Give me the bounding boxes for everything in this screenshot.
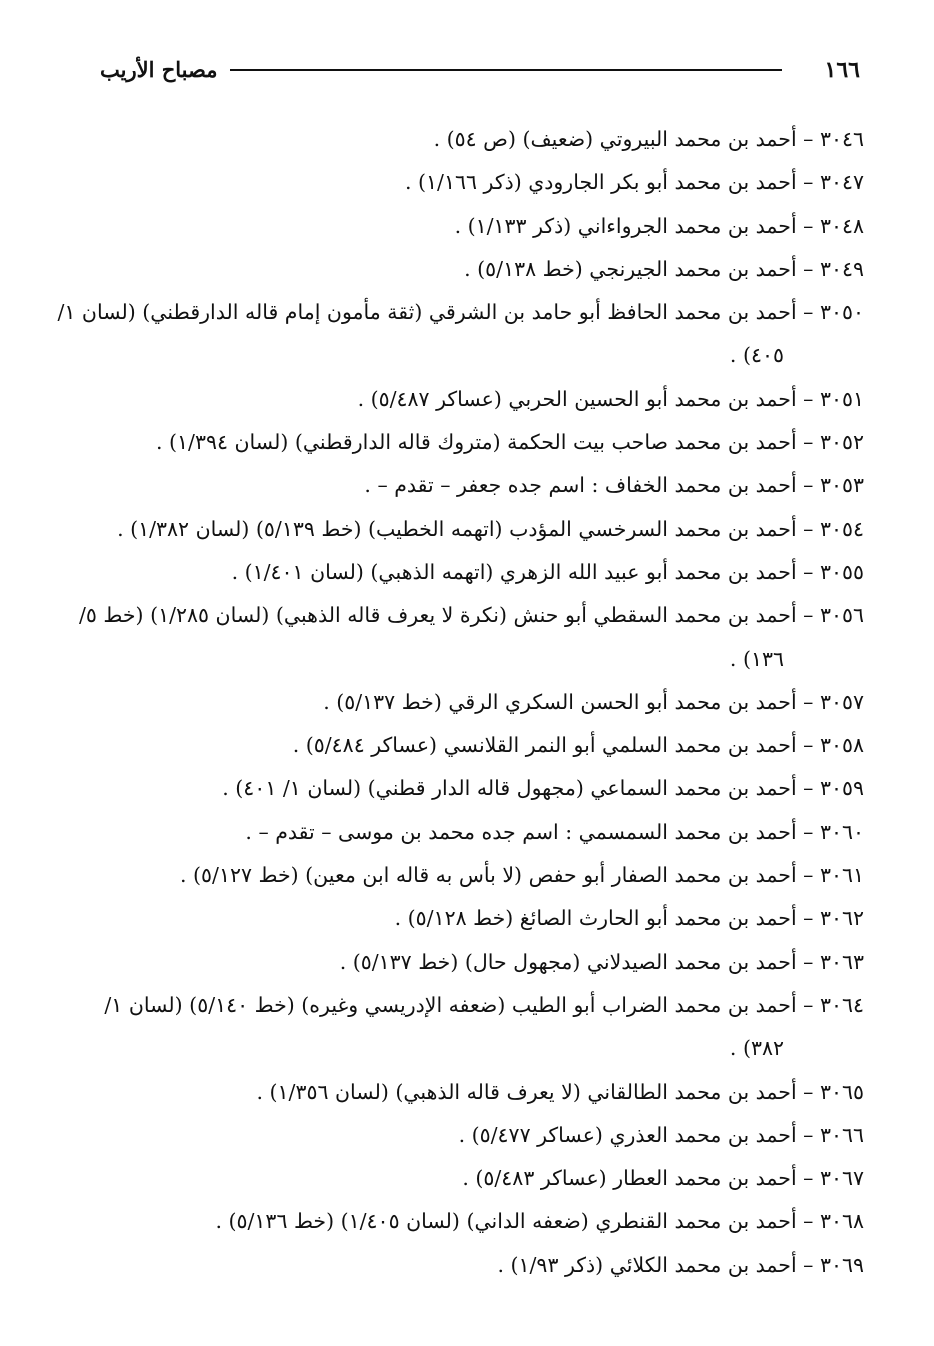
entry-number: ٣٠٤٧ <box>819 170 864 195</box>
entry-text: – أحمد بن محمد البيروتي (ضعيف) (ص ٥٤) . <box>433 127 814 151</box>
entry-item <box>79 854 864 897</box>
entry-item <box>79 1157 864 1200</box>
entry-item <box>79 508 864 551</box>
entry-item <box>79 464 864 507</box>
entry-number: ٣٠٦٤ <box>819 992 864 1017</box>
entry-text: – أحمد بن محمد العذري (عساكر ٥/٤٧٧) . <box>458 1122 814 1147</box>
entry-number: ٣٠٦١ <box>819 863 864 888</box>
entry-text: – أحمد بن محمد السماعي (مجهول قاله الدار قطني) (لسان ١/ ٤٠١) . <box>222 776 814 801</box>
entry-text: – أحمد بن محمد السرخسي المؤدب (اتهمه الخطيب) (خط ٥/١٣٩) (لسان ١/٣٨٢) . <box>117 516 814 541</box>
entry-number: ٣٠٦٥ <box>819 1079 864 1104</box>
entry-number: ٣٠٥٤ <box>819 516 864 541</box>
entry-number: ٣٠٥١ <box>819 386 864 411</box>
entry-text: – أحمد بن محمد الكلائي (ذكر ١/٩٣) . <box>497 1252 814 1277</box>
entry-item <box>79 248 864 291</box>
entry-item <box>79 941 864 984</box>
entry-item <box>79 1200 864 1243</box>
entry-number: ٣٠٦٩ <box>819 1252 864 1277</box>
page-number: ١٦٦ <box>824 57 860 83</box>
entry-number: ٣٠٥٩ <box>819 776 864 801</box>
entry-item <box>79 897 864 940</box>
entry-text: – أحمد بن محمد الجيرنجي (خط ٥/١٣٨) . <box>464 256 814 281</box>
entry-number: ٣٠٦٦ <box>819 1122 864 1147</box>
entry-text: – أحمد بن محمد القنطري (ضعفه الداني) (لسان ١/٤٠٥) (خط ٥/١٣٦) . <box>215 1209 814 1234</box>
entry-number: ٣٠٦٧ <box>819 1166 864 1191</box>
entry-item <box>79 767 864 810</box>
entry-item <box>79 1244 864 1287</box>
header-rule <box>230 69 782 71</box>
entry-text: – أحمد بن محمد أبو الحارث الصائغ (خط ٥/١٢٨) . <box>394 906 814 931</box>
entry-number: ٣٠٥٦ <box>819 603 864 628</box>
entry-number: ٣٠٤٨ <box>819 213 864 238</box>
entry-text: – أحمد بن محمد أبو الحسن السكري الرقي (خط ٥/١٣٧) . <box>323 689 814 714</box>
entry-number: ٣٠٥٠ <box>819 300 864 325</box>
entry-text: – أحمد بن محمد السلمي أبو النمر القلانسي (عساكر ٥/٤٨٤) . <box>292 733 814 758</box>
entry-text: – أحمد بن محمد الصفار أبو حفص (لا بأس به قاله ابن معين) (خط ٥/١٢٧) . <box>180 863 814 888</box>
entry-number: ٣٠٥٧ <box>819 689 864 714</box>
entry-item <box>79 681 864 724</box>
entry-item <box>79 1071 864 1114</box>
entry-number: ٣٠٤٦ <box>819 127 864 151</box>
entry-continuation: ١٣٦) . <box>729 646 784 671</box>
book-title: مصباح الأريب <box>100 57 218 82</box>
entry-text: – أحمد بن محمد الطالقاني (لا يعرف قاله الذهبي) (لسان ١/٣٥٦) . <box>256 1079 814 1104</box>
entry-text: – أحمد بن محمد أبو عبيد الله الزهري (اتهمه الذهبي) (لسان ١/٤٠١) . <box>231 559 814 584</box>
entry-continuation: ٣٨٢) . <box>729 1036 784 1061</box>
entry-number: ٣٠٦٣ <box>819 949 864 974</box>
entry-item <box>79 811 864 854</box>
entry-item <box>79 551 864 594</box>
entry-text: – أحمد بن محمد صاحب بيت الحكمة (متروك قاله الدارقطني) (لسان ١/٣٩٤) . <box>156 430 814 455</box>
entry-number: ٣٠٥٢ <box>819 430 864 455</box>
entry-list <box>57 118 864 1287</box>
entry-item <box>57 291 864 334</box>
entry-item <box>79 118 864 161</box>
entry-number: ٣٠٦٠ <box>819 819 864 844</box>
entry-text: – أحمد بن محمد أبو بكر الجارودي (ذكر ١/١٦٦) . <box>405 170 814 195</box>
entry-item <box>79 161 864 204</box>
entry-item <box>79 378 864 421</box>
entry-text: – أحمد بن محمد العطار (عساكر ٥/٤٨٣) . <box>462 1166 814 1191</box>
page-header <box>100 52 860 88</box>
entry-number: ٣٠٥٥ <box>819 559 864 584</box>
entry-text: – أحمد بن محمد الضراب أبو الطيب (ضعفه الإدريسي وغيره) (خط ٥/١٤٠) (لسان ١/ <box>104 992 814 1017</box>
entry-text: – أحمد بن محمد السمسمي : اسم جده محمد بن موسى – تقدم – . <box>245 819 814 844</box>
entry-item <box>79 984 864 1027</box>
entry-number: ٣٠٥٨ <box>819 733 864 758</box>
entry-text: – أحمد بن محمد أبو الحسين الحربي (عساكر ٥/٤٨٧) . <box>357 386 814 411</box>
entry-item <box>79 594 864 637</box>
entry-text: – أحمد بن محمد الجرواءاني (ذكر ١/١٣٣) . <box>454 213 814 238</box>
entry-text: – أحمد بن محمد الصيدلاني (مجهول حال) (خط ٥/١٣٧) . <box>339 949 814 974</box>
entry-item <box>79 724 864 767</box>
entry-item <box>79 1114 864 1157</box>
entry-number: ٣٠٤٩ <box>819 256 864 281</box>
entry-number: ٣٠٥٣ <box>819 473 864 498</box>
entry-text: – أحمد بن محمد الحافظ أبو حامد بن الشرقي (ثقة مأمون إمام قاله الدارقطني) (لسان ١/ <box>57 300 814 325</box>
entry-text: – أحمد بن محمد الخفاف : اسم جده جعفر – تقدم – . <box>364 473 814 498</box>
entry-item <box>79 421 864 464</box>
entry-item <box>79 205 864 248</box>
entry-continuation: ٤٠٥) . <box>729 343 784 368</box>
entry-number: ٣٠٦٨ <box>819 1209 864 1234</box>
entry-number: ٣٠٦٢ <box>819 906 864 931</box>
entry-text: – أحمد بن محمد السقطي أبو حنش (نكرة لا يعرف قاله الذهبي) (لسان ١/٢٨٥) (خط ٥/ <box>78 603 814 628</box>
